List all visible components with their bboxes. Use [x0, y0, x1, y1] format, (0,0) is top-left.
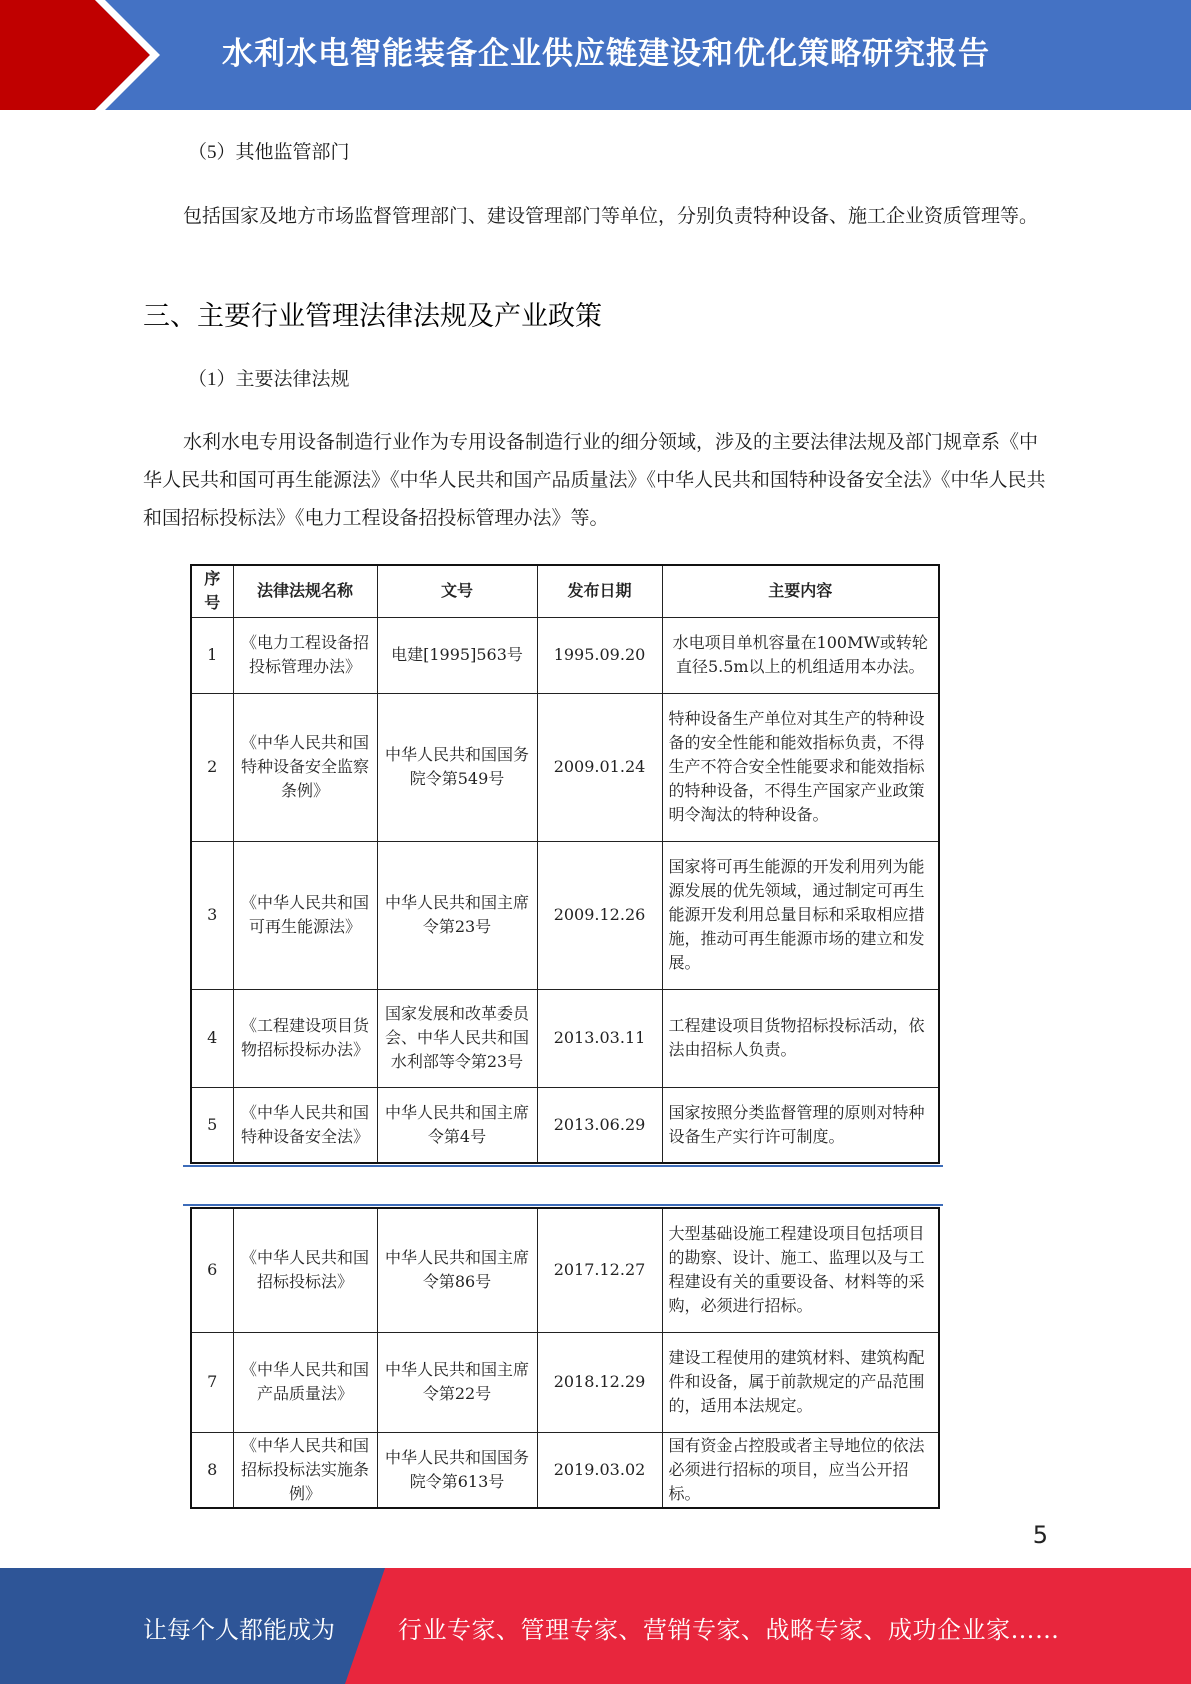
row-date: 2019.03.02: [537, 1432, 662, 1508]
row-doc: 中华人民共和国主席令第22号: [377, 1332, 537, 1432]
row-no: 3: [191, 841, 233, 989]
header-no: 序号: [191, 565, 233, 617]
table-row: [191, 693, 939, 841]
row-no: 8: [191, 1432, 233, 1508]
row-doc: 中华人民共和国国务院令第549号: [377, 693, 537, 841]
laws-table-part2: [190, 1207, 940, 1509]
row-name: 《中华人民共和国可再生能源法》: [233, 841, 377, 989]
row-date: 2009.12.26: [537, 841, 662, 989]
row-no: 6: [191, 1208, 233, 1332]
row-name: 《电力工程设备招投标管理办法》: [233, 617, 377, 693]
row-no: 7: [191, 1332, 233, 1432]
row-doc: 电建[1995]563号: [377, 617, 537, 693]
table-row: [191, 617, 939, 693]
table-row: [191, 1332, 939, 1432]
row-content: 国家将可再生能源的开发利用列为能源发展的优先领域，通过制定可再生能源开发利用总量目标和采取相应措施，推动可再生能源市场的建立和发展。: [662, 841, 939, 989]
row-date: 2017.12.27: [537, 1208, 662, 1332]
row-doc: 中华人民共和国主席令第86号: [377, 1208, 537, 1332]
header-content: 主要内容: [662, 565, 939, 617]
header-name: 法律法规名称: [233, 565, 377, 617]
footer-slogan-left: 让每个人都能成为: [143, 1616, 335, 1644]
table-header-row: [191, 565, 939, 617]
row-content: 大型基础设施工程建设项目包括项目的勘察、设计、施工、监理以及与工程建设有关的重要设备、材料等的采购，必须进行招标。: [662, 1208, 939, 1332]
row-content: 国家按照分类监督管理的原则对特种设备生产实行许可制度。: [662, 1087, 939, 1163]
row-name: 《中华人民共和国特种设备安全法》: [233, 1087, 377, 1163]
row-no: 5: [191, 1087, 233, 1163]
row-content: 特种设备生产单位对其生产的特种设备的安全性能和能效指标负责，不得生产不符合安全性能要求和能效指标的特种设备，不得生产国家产业政策明令淘汰的特种设备。: [662, 693, 939, 841]
table-row: [191, 841, 939, 989]
row-name: 《中华人民共和国招标投标法》: [233, 1208, 377, 1332]
row-doc: 中华人民共和国主席令第4号: [377, 1087, 537, 1163]
row-name: 《工程建设项目货物招标投标办法》: [233, 989, 377, 1087]
table-row: [191, 1208, 939, 1332]
row-name: 《中华人民共和国产品质量法》: [233, 1332, 377, 1432]
row-content: 国有资金占控股或者主导地位的依法必须进行招标的项目，应当公开招标。: [662, 1432, 939, 1508]
page-footer: [0, 1568, 1191, 1684]
row-content: 建设工程使用的建筑材料、建筑构配件和设备，属于前款规定的产品范围的，适用本法规定。: [662, 1332, 939, 1432]
table-row: [191, 1432, 939, 1508]
table-row: [191, 989, 939, 1087]
row-content: 工程建设项目货物招标投标活动，依法由招标人负责。: [662, 989, 939, 1087]
table-break-line-top: [183, 1165, 943, 1167]
footer-slogan-right: 行业专家、管理专家、营销专家、战略专家、成功企业家……: [398, 1616, 1060, 1644]
row-no: 2: [191, 693, 233, 841]
page-header: [0, 0, 1191, 110]
page-number: 5: [1032, 1521, 1048, 1549]
row-date: 2013.03.11: [537, 989, 662, 1087]
row-name: 《中华人民共和国招标投标法实施条例》: [233, 1432, 377, 1508]
paragraph-other-regulators: 包括国家及地方市场监督管理部门、建设管理部门等单位，分别负责特种设备、施工企业资质管理等。: [183, 206, 1039, 227]
report-title: 水利水电智能装备企业供应链建设和优化策略研究报告: [222, 36, 990, 72]
table-row: [191, 1087, 939, 1163]
row-date: 1995.09.20: [537, 617, 662, 693]
subheading-other-regulators: （5）其他监管部门: [188, 142, 350, 163]
row-no: 4: [191, 989, 233, 1087]
row-doc: 国家发展和改革委员会、中华人民共和国水利部等令第23号: [377, 989, 537, 1087]
section-heading-laws: 三、主要行业管理法律法规及产业政策: [143, 301, 602, 332]
row-date: 2018.12.29: [537, 1332, 662, 1432]
subheading-main-laws: （1）主要法律法规: [188, 369, 350, 390]
row-no: 1: [191, 617, 233, 693]
row-name: 《中华人民共和国特种设备安全监察条例》: [233, 693, 377, 841]
row-doc: 中华人民共和国主席令第23号: [377, 841, 537, 989]
header-doc: 文号: [377, 565, 537, 617]
row-date: 2013.06.29: [537, 1087, 662, 1163]
row-content: 水电项目单机容量在100MW或转轮直径5.5m以上的机组适用本办法。: [662, 617, 939, 693]
header-date: 发布日期: [537, 565, 662, 617]
laws-table-part1: [190, 564, 940, 1164]
paragraph-main-laws: 水利水电专用设备制造行业作为专用设备制造行业的细分领域，涉及的主要法律法规及部门规章系《中华人民共和国可再生能源法》《中华人民共和国产品质量法》《中华人民共和国特种设备安全法》《中华人民共和国招标投标法》《电力工程设备招投标管理办法》等。: [143, 432, 1046, 529]
row-date: 2009.01.24: [537, 693, 662, 841]
row-doc: 中华人民共和国国务院令第613号: [377, 1432, 537, 1508]
table-break-line-bottom: [183, 1204, 943, 1206]
